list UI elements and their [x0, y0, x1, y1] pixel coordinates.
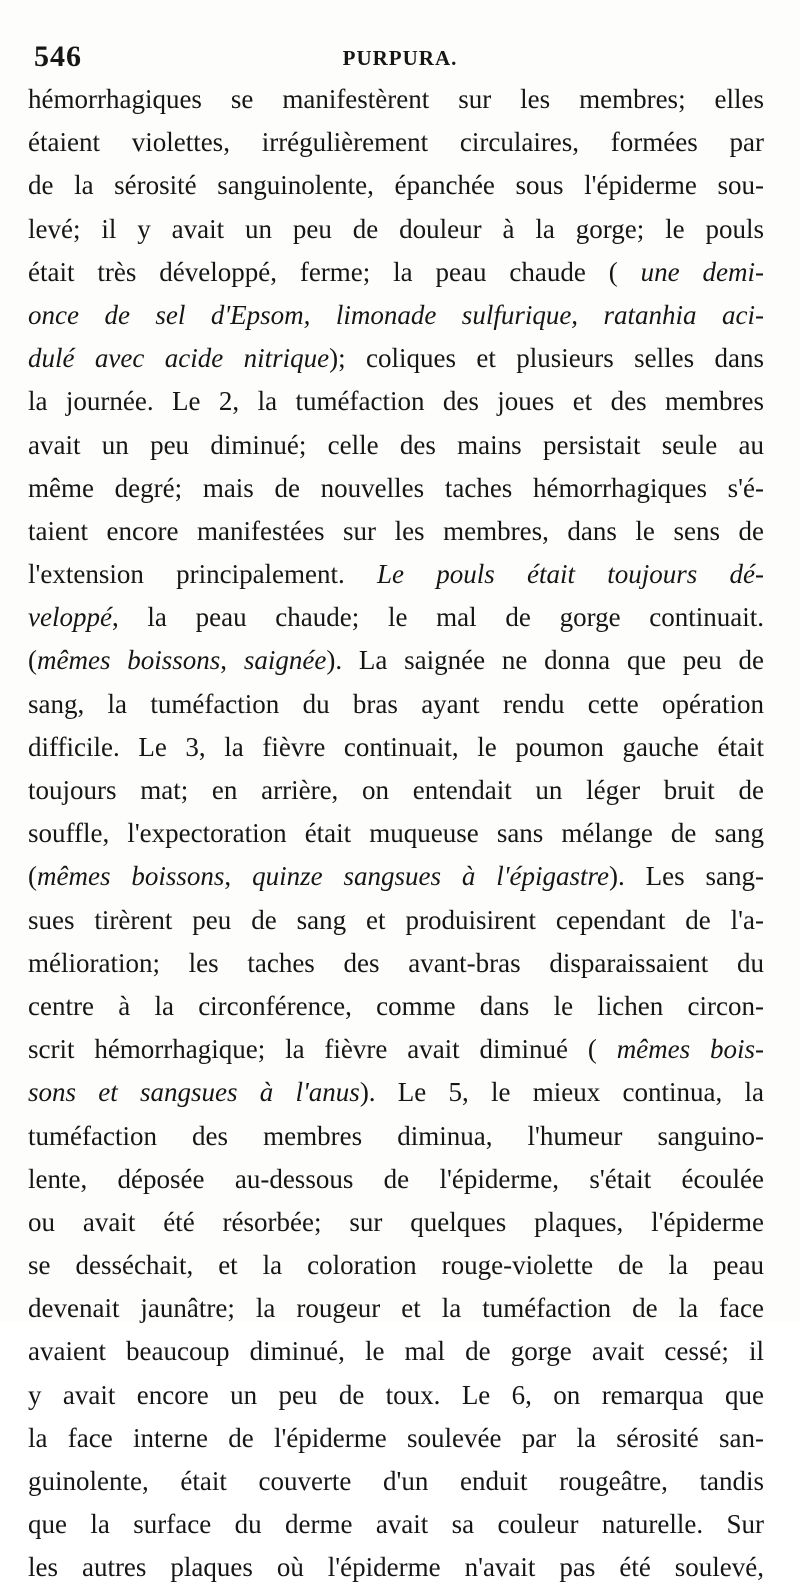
text-segment: , — [220, 645, 244, 676]
text-segment: ); coliques et plusieurs selles dans — [329, 343, 764, 374]
text-segment: guinolente, était couverte d'un enduit rougeâtre, tandis — [28, 1466, 764, 1496]
italic-text: veloppé — [28, 602, 112, 633]
text-line — [28, 121, 764, 164]
italic-text: mêmes boissons — [37, 861, 225, 892]
text-line — [28, 639, 764, 682]
text-line — [28, 1417, 764, 1460]
text-line — [28, 726, 764, 769]
text-line — [28, 1330, 764, 1373]
text-line — [28, 251, 764, 294]
italic-text: mêmes bois- — [616, 1034, 764, 1065]
text-line — [28, 596, 764, 639]
italic-text: once de sel d'Epsom, limonade sulfurique, ratanhia aci- — [28, 299, 764, 330]
text-line — [28, 294, 764, 337]
text-segment: difficile. Le 3, la fièvre continuait, le poumon gauche était — [28, 731, 764, 762]
text-segment: les autres plaques où l'épiderme n'avait pas été soulevé, — [28, 1552, 764, 1583]
page-header — [34, 40, 766, 80]
italic-text: saignée — [243, 645, 327, 676]
text-line — [28, 985, 764, 1028]
running-head: PURPURA. — [342, 46, 458, 70]
text-segment: avaient beaucoup diminué, le mal de gorge avait cessé; il — [28, 1336, 764, 1367]
text-segment: ). Le 5, le mieux continua, la — [359, 1077, 764, 1108]
text-line — [28, 78, 764, 121]
text-line — [28, 424, 764, 467]
text-line — [28, 553, 764, 596]
text-segment: de la sérosité sanguinolente, épanchée sous l'épiderme sou- — [28, 170, 764, 201]
text-line — [28, 337, 764, 380]
italic-text: dulé avec acide nitrique — [28, 343, 330, 374]
text-line — [28, 1158, 764, 1201]
text-segment: se desséchait, et la coloration rouge-violette de la peau — [28, 1250, 764, 1281]
text-segment: ). Les sang- — [609, 861, 765, 892]
text-segment: étaient violettes, irrégulièrement circulaires, formées par — [28, 127, 764, 158]
text-line — [28, 380, 764, 423]
text-line — [28, 1244, 764, 1287]
text-line — [28, 683, 764, 726]
text-line — [28, 1287, 764, 1330]
text-line — [28, 855, 764, 898]
text-segment: sang, la tuméfaction du bras ayant rendu cette opération — [28, 688, 764, 719]
page-number: 546 — [34, 40, 82, 73]
text-segment: y avait encore un peu de toux. Le 6, on remarqua que — [28, 1379, 764, 1410]
text-segment: était très développé, ferme; la peau chaude ( — [28, 256, 641, 287]
text-segment: même degré; mais de nouvelles taches hémorrhagiques s'é- — [28, 472, 764, 503]
italic-text: quinze sangsues à l'épigastre — [252, 861, 610, 892]
text-segment: lente, déposée au-dessous de l'épiderme, s'était écoulée — [28, 1163, 764, 1194]
text-segment: , la peau chaude; le mal de gorge continuait. — [111, 602, 764, 633]
text-segment: que la surface du derme avait sa couleur naturelle. Sur — [28, 1509, 764, 1540]
text-line — [28, 899, 764, 942]
text-line — [28, 164, 764, 207]
text-segment: centre à la circonférence, comme dans le lichen circon- — [28, 990, 764, 1021]
text-segment: ou avait été résorbée; sur quelques plaques, l'épiderme — [28, 1206, 764, 1237]
italic-text: Le pouls était toujours dé- — [377, 559, 765, 590]
text-segment: avait un peu diminué; celle des mains persistait seule au — [28, 429, 764, 460]
text-segment: levé; il y avait un peu de douleur à la gorge; le pouls — [28, 213, 764, 244]
text-segment: hémorrhagiques se manifestèrent sur les membres; elles — [28, 84, 764, 114]
text-line — [28, 208, 764, 251]
text-line — [28, 1115, 764, 1158]
italic-text: sons et sangsues à l'anus — [28, 1077, 360, 1108]
text-line — [28, 467, 764, 510]
text-segment: devenait jaunâtre; la rougeur et la tuméfaction de la face — [28, 1293, 764, 1324]
text-segment: ( — [28, 861, 37, 892]
text-line — [28, 510, 764, 553]
text-line — [28, 1546, 764, 1589]
text-segment: tuméfaction des membres diminua, l'humeur sanguino- — [28, 1120, 764, 1151]
text-line — [28, 1460, 764, 1503]
text-segment: la journée. Le 2, la tuméfaction des joues et des membres — [28, 386, 764, 417]
text-segment: mélioration; les taches des avant-bras disparaissaient du — [28, 947, 764, 978]
text-segment: toujours mat; en arrière, on entendait un léger bruit de — [28, 775, 764, 805]
text-line — [28, 1374, 764, 1417]
text-segment: souffle, l'expectoration était muqueuse sans mélange de sang — [28, 818, 764, 849]
text-line — [28, 1201, 764, 1244]
text-segment: ). La saignée ne donna que peu de — [326, 645, 764, 676]
text-line — [28, 942, 764, 985]
text-segment: , — [224, 861, 253, 892]
text-line — [28, 1503, 764, 1546]
text-segment: l'extension principalement. — [28, 559, 378, 590]
text-line — [28, 1071, 764, 1114]
text-segment: sues tirèrent peu de sang et produisirent cependant de l'a- — [28, 904, 764, 935]
text-segment: la face interne de l'épiderme soulevée par la sérosité san- — [28, 1422, 764, 1453]
text-line — [28, 1028, 764, 1071]
text-segment: scrit hémorrhagique; la fièvre avait diminué ( — [28, 1034, 617, 1065]
italic-text: une demi- — [640, 256, 764, 287]
italic-text: mêmes boissons — [37, 645, 221, 676]
text-line — [28, 769, 764, 812]
text-line — [28, 812, 764, 855]
text-segment: taient encore manifestées sur les membres, dans le sens de — [28, 515, 764, 546]
text-segment: ( — [28, 645, 37, 676]
body-text — [28, 78, 764, 1590]
